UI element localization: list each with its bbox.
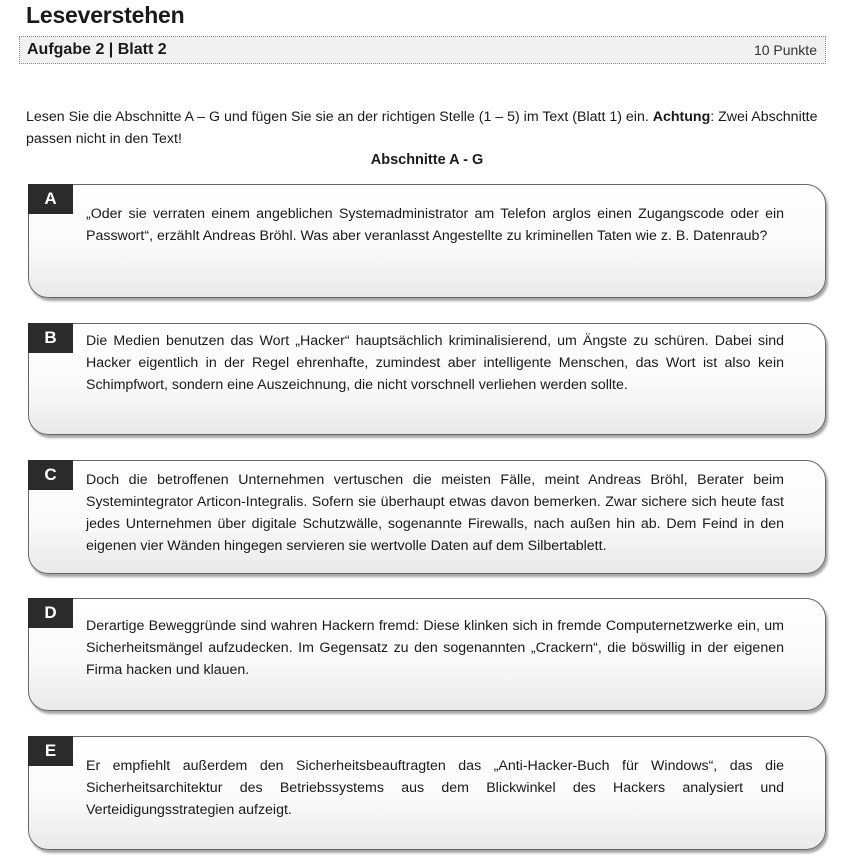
instructions-text-after: : Zwei Abschnitte passen nicht in den Text! [26,109,818,147]
instructions [26,106,822,150]
section-letter-b: B [28,323,73,353]
points-label: 10 Punkte [753,42,817,58]
section-text-b: Die Medien benutzen das Wort „Hacker“ hauptsächlich kriminalisierend, um Ängste zu schüren. Dabei sind Hacker eigentlich in der Regel ehrenhafte, zumindest aber intelligente Menschen, das Wort ist also kein Schimpfwort, sondern eine Auszeichnung, die nicht vorschnell verliehen werden sollte. [86,333,784,393]
instructions-text-before: Lesen Sie die Abschnitte A – G und fügen Sie sie an der richtigen Stelle (1 – 5) im Text (Blatt 1) ein. [26,109,653,125]
section-heading: Abschnitte A - G [370,152,484,168]
section-letter-a: A [28,184,73,214]
section-text-d: Derartige Beweggründe sind wahren Hackern fremd: Diese klinken sich in fremde Computernetzwerke ein, um Sicherheitsmängel aufzudecken. Im Gegensatz zu den sogenannten „Crackern“, die böswillig in der eigenen Firma hacken und klauen. [86,618,784,678]
section-letter-e: E [28,736,73,766]
section-letter-c: C [28,460,73,490]
section-text-a: „Oder sie verraten einem angeblichen Systemadministrator am Telefon arglos einen Zugangscode oder ein Passwort“, erzählt Andreas Bröhl. Was aber veranlasst Angestellte zu kriminellen Taten wie z. B. Datenraub? [86,206,784,244]
task-header-bar [19,36,826,64]
section-text-e: Er empfiehlt außerdem den Sicherheitsbeauftragten das „Anti-Hacker-Buch für Windows“, das die Sicherheitsarchitektur des Betriebssystems aus dem Blickwinkel des Hackers analysiert und Verteidigungsstrategien aufzeigt. [86,758,784,818]
task-label: Aufgabe 2 | Blatt 2 [27,41,167,58]
page-title: Leseverstehen [26,2,185,28]
section-letter-d: D [28,598,73,628]
section-text-c: Doch die betroffenen Unternehmen vertuschen die meisten Fälle, meint Andreas Bröhl, Berater beim Systemintegrator Articon-Integralis. Sofern sie überhaupt etwas davon bemerken. Zwar sichere sich heute fast jedes Unternehmen über digitale Schutzwälle, sogenannte Firewalls, nach außen hin ab. Dem Feind in den eigenen vier Wänden hingegen servieren sie wertvolle Daten auf dem Silbertablett. [86,472,784,554]
instructions-bold-word: Achtung [652,109,711,125]
